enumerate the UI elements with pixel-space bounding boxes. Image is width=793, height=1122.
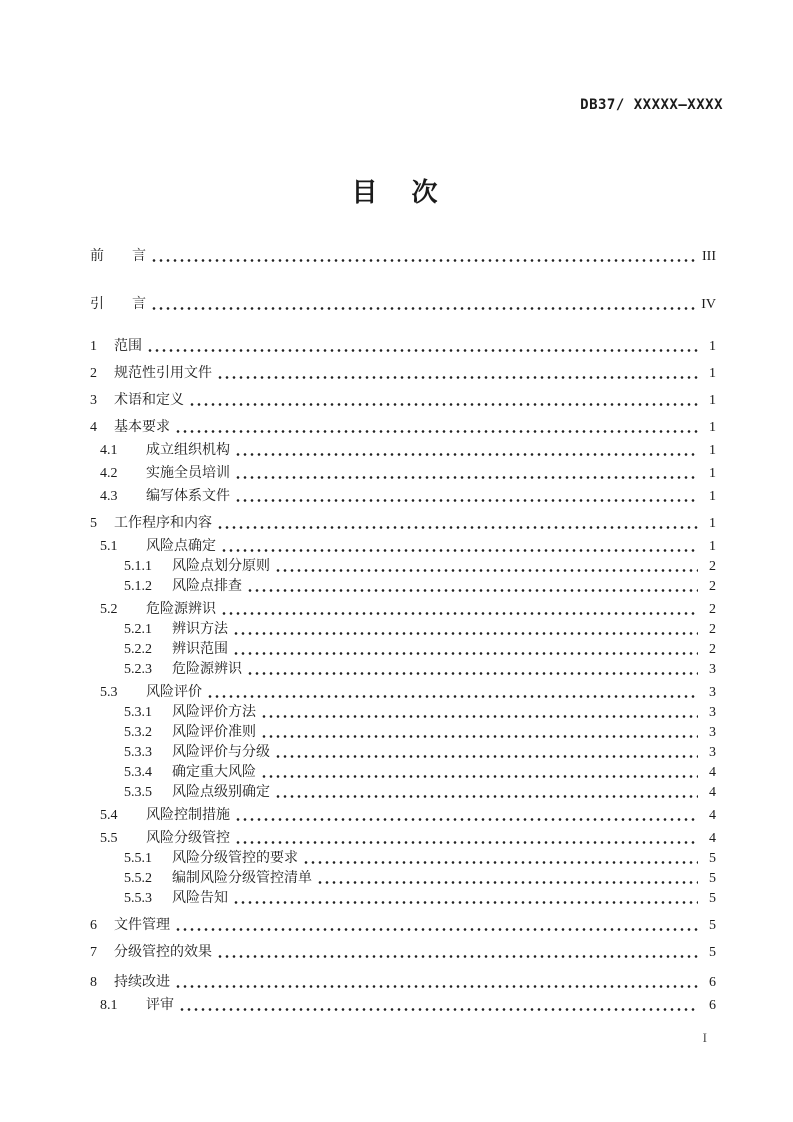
dot-leader	[222, 548, 698, 553]
toc-entry-label: 分级管控的效果	[114, 945, 212, 960]
toc-entry-label: 编写体系文件	[146, 489, 230, 504]
toc-entry-label: 编制风险分级管控清单	[172, 871, 312, 886]
toc-entry	[90, 487, 716, 507]
toc-page-number: 5	[709, 891, 716, 906]
dot-leader	[248, 588, 698, 593]
dot-leader	[152, 306, 697, 311]
toc-entry	[90, 869, 716, 889]
toc-page-number: 3	[709, 705, 716, 720]
toc-entry	[90, 600, 716, 620]
toc-entry-label: 规范性引用文件	[114, 366, 212, 381]
toc-entry	[90, 514, 716, 534]
toc-entry	[90, 577, 716, 597]
toc-entry	[90, 889, 716, 909]
toc-entry	[90, 337, 716, 357]
toc-entry-label: 危险源辨识	[172, 662, 242, 677]
toc-entry-label: 评审	[146, 998, 174, 1013]
toc-entry-number: 3	[90, 393, 97, 408]
toc-page-number: 5	[709, 918, 716, 933]
toc-entry-number: 5.2.1	[124, 622, 152, 637]
dot-leader	[304, 860, 698, 865]
dot-leader	[236, 817, 698, 822]
toc-page-number: 3	[709, 662, 716, 677]
toc-entry-label: 风险告知	[172, 891, 228, 906]
toc-entry-label: 危险源辨识	[146, 602, 216, 617]
toc-entry	[90, 996, 716, 1016]
toc-entry-number: 5.2.2	[124, 642, 152, 657]
toc-page-number: 3	[709, 685, 716, 700]
toc-entry-label: 持续改进	[114, 975, 170, 990]
toc-entry-number: 5.3.2	[124, 725, 152, 740]
toc-entry	[90, 943, 716, 963]
toc-entry-label: 风险点确定	[146, 539, 216, 554]
toc-entry-number: 5.3.3	[124, 745, 152, 760]
dot-leader	[276, 568, 698, 573]
toc-entry	[90, 806, 716, 826]
toc-entry	[90, 418, 716, 438]
toc-page-number: 1	[709, 539, 716, 554]
toc-entry-label: 成立组织机构	[146, 443, 230, 458]
toc-entry-label: 风险点级别确定	[172, 785, 270, 800]
toc-entry-label: 风险点划分原则	[172, 559, 270, 574]
dot-leader	[276, 754, 698, 759]
toc-entry-label: 风险分级管控的要求	[172, 851, 298, 866]
toc-page-number: 1	[709, 366, 716, 381]
dot-leader	[148, 348, 698, 353]
page-title: 目 次	[351, 178, 442, 207]
dot-leader	[208, 694, 698, 699]
toc-entry-number: 5.5.2	[124, 871, 152, 886]
dot-leader	[180, 1007, 698, 1012]
toc-entry	[90, 364, 716, 384]
toc-page-number: 6	[709, 975, 716, 990]
toc-entry-number: 8	[90, 975, 97, 990]
footer-page-number: I	[702, 1030, 707, 1045]
toc-entry	[90, 391, 716, 411]
toc-page-number: 2	[709, 622, 716, 637]
dot-leader	[236, 475, 698, 480]
toc-entry-label: 风险点排查	[172, 579, 242, 594]
toc-page-number: IV	[701, 297, 716, 312]
toc-entry	[90, 537, 716, 557]
toc-entry	[90, 620, 716, 640]
toc-page-number: 4	[709, 765, 716, 780]
toc-entry-number: 4.2	[100, 466, 118, 481]
toc-entry-label: 基本要求	[114, 420, 170, 435]
toc-entry	[90, 763, 716, 783]
dot-leader	[218, 525, 698, 530]
toc-entry-label: 辨识方法	[172, 622, 228, 637]
toc-entry	[90, 660, 716, 680]
toc-page-number: 6	[709, 998, 716, 1013]
toc-entry-number: 4	[90, 420, 97, 435]
toc-page-number: 1	[709, 443, 716, 458]
dot-leader	[218, 375, 698, 380]
toc-page-number: 4	[709, 808, 716, 823]
toc-page-number: 2	[709, 579, 716, 594]
toc-entry-label: 引 言	[90, 297, 146, 312]
toc-entry-label: 前 言	[90, 249, 146, 264]
toc-entry-label: 确定重大风险	[172, 765, 256, 780]
toc-entry-number: 5.2.3	[124, 662, 152, 677]
toc-entry-number: 5.2	[100, 602, 118, 617]
toc-page-number: 1	[709, 466, 716, 481]
toc-entry-label: 风险评价方法	[172, 705, 256, 720]
toc-entry-label: 风险控制措施	[146, 808, 230, 823]
toc-page-number: 2	[709, 642, 716, 657]
toc-entry-label: 风险评价	[146, 685, 202, 700]
dot-leader	[262, 714, 698, 719]
toc-entry-number: 5.4	[100, 808, 118, 823]
toc-entry	[90, 849, 716, 869]
dot-leader	[190, 402, 698, 407]
toc-entry-number: 5.5	[100, 831, 118, 846]
toc-page-number: 3	[709, 745, 716, 760]
toc-entry	[90, 703, 716, 723]
toc-entry-number: 5.1	[100, 539, 118, 554]
toc-entry-label: 风险评价与分级	[172, 745, 270, 760]
toc-page-number: 1	[709, 393, 716, 408]
toc-entry-number: 7	[90, 945, 97, 960]
dot-leader	[176, 429, 698, 434]
toc-page-number: 1	[709, 516, 716, 531]
toc-entry-number: 5.3	[100, 685, 118, 700]
toc-page-number: 3	[709, 725, 716, 740]
toc-entry-label: 风险分级管控	[146, 831, 230, 846]
toc-entry	[90, 441, 716, 461]
toc-entry	[90, 829, 716, 849]
toc-entry	[90, 723, 716, 743]
toc-page-number: 1	[709, 339, 716, 354]
toc-entry	[90, 973, 716, 993]
dot-leader	[276, 794, 698, 799]
dot-leader	[248, 671, 698, 676]
dot-leader	[236, 498, 698, 503]
table-of-contents	[90, 247, 716, 1016]
toc-page-number: III	[702, 249, 716, 264]
toc-entry-number: 5.5.3	[124, 891, 152, 906]
toc-entry-label: 辨识范围	[172, 642, 228, 657]
dot-leader	[236, 840, 698, 845]
toc-entry-number: 5.3.1	[124, 705, 152, 720]
toc-page-number: 5	[709, 945, 716, 960]
toc-entry-number: 6	[90, 918, 97, 933]
toc-entry-label: 工作程序和内容	[114, 516, 212, 531]
dot-leader	[234, 900, 698, 905]
toc-page-number: 1	[709, 420, 716, 435]
toc-page-number: 5	[709, 871, 716, 886]
dot-leader	[176, 984, 698, 989]
toc-page-number: 4	[709, 831, 716, 846]
toc-entry-label: 实施全员培训	[146, 466, 230, 481]
dot-leader	[262, 734, 698, 739]
toc-entry-number: 5.1.1	[124, 559, 152, 574]
toc-entry	[90, 247, 716, 267]
toc-entry	[90, 916, 716, 936]
toc-entry	[90, 783, 716, 803]
toc-page-number: 5	[709, 851, 716, 866]
toc-entry	[90, 743, 716, 763]
toc-entry	[90, 640, 716, 660]
toc-entry-number: 4.3	[100, 489, 118, 504]
toc-entry-number: 8.1	[100, 998, 118, 1013]
toc-entry	[90, 683, 716, 703]
toc-entry-number: 5.5.1	[124, 851, 152, 866]
toc-page-number: 2	[709, 559, 716, 574]
toc-entry-number: 5.3.4	[124, 765, 152, 780]
standard-code: DB37/ XXXXX—XXXX	[580, 97, 723, 113]
dot-leader	[218, 954, 698, 959]
toc-entry-label: 文件管理	[114, 918, 170, 933]
dot-leader	[234, 651, 698, 656]
toc-page-number: 4	[709, 785, 716, 800]
toc-entry	[90, 464, 716, 484]
dot-leader	[262, 774, 698, 779]
toc-entry-label: 范围	[114, 339, 142, 354]
dot-leader	[176, 927, 698, 932]
toc-entry-number: 5.3.5	[124, 785, 152, 800]
toc-entry-number: 5	[90, 516, 97, 531]
toc-entry-label: 术语和定义	[114, 393, 184, 408]
toc-entry-number: 1	[90, 339, 97, 354]
dot-leader	[318, 880, 698, 885]
toc-page-number: 1	[709, 489, 716, 504]
dot-leader	[222, 611, 698, 616]
dot-leader	[236, 452, 698, 457]
toc-entry-number: 2	[90, 366, 97, 381]
toc-entry-number: 5.1.2	[124, 579, 152, 594]
dot-leader	[234, 631, 698, 636]
toc-entry	[90, 295, 716, 315]
toc-entry-number: 4.1	[100, 443, 118, 458]
toc-entry-label: 风险评价准则	[172, 725, 256, 740]
toc-page-number: 2	[709, 602, 716, 617]
dot-leader	[152, 258, 698, 263]
toc-entry	[90, 557, 716, 577]
